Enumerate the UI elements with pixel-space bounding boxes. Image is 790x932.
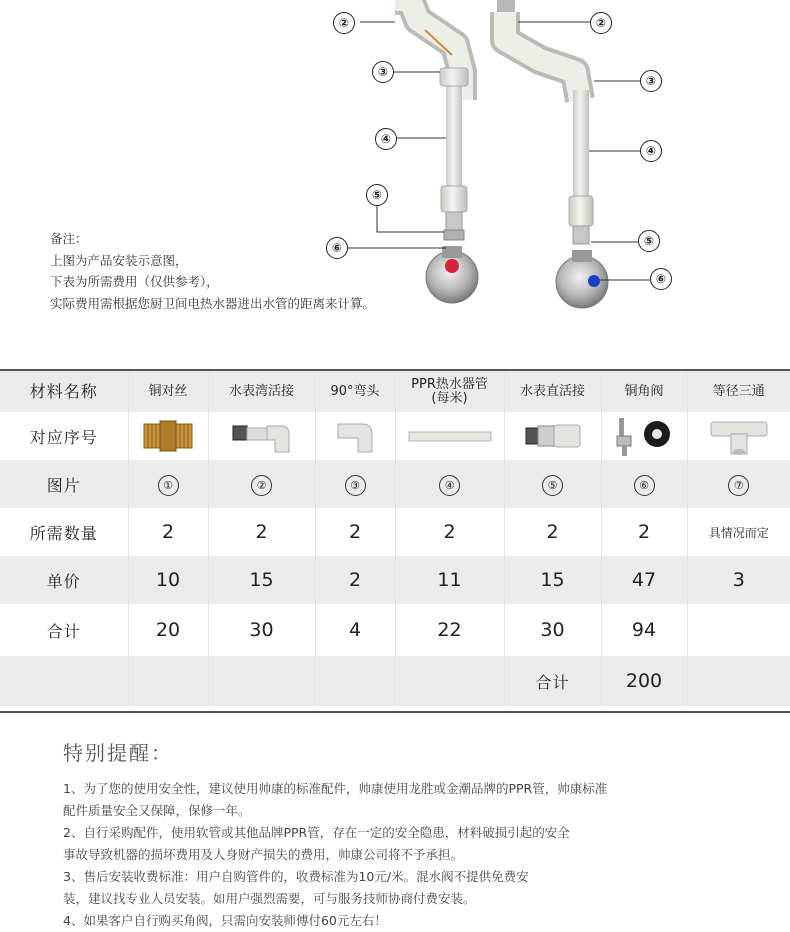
note-line: 上图为产品安装示意图，: [50, 252, 188, 268]
elbow-union-icon: [208, 412, 315, 460]
sum-label: 合计: [504, 656, 601, 706]
note-line: 备注：: [50, 231, 88, 246]
number-badge: ①: [158, 475, 179, 496]
total-cell: 30: [208, 604, 315, 656]
angle-valve-icon: [601, 412, 687, 460]
number-cell: [395, 460, 504, 508]
col-name-4-sub: (每米): [431, 390, 468, 406]
unit-price-cell: 15: [504, 556, 601, 604]
row-label-quantity: 所需数量: [29, 523, 98, 543]
table-row: [0, 508, 790, 556]
col-name-7: 等径三通: [687, 371, 790, 412]
callout-right-5: ⑤: [638, 230, 660, 252]
empty-cell: [395, 656, 504, 706]
note-line: 实际费用需根据您厨卫间电热水器进出水管的距离来计算。: [50, 295, 376, 311]
callout-right-3: ③: [640, 70, 662, 92]
total-cell: 22: [395, 604, 504, 656]
special-reminder: [63, 737, 607, 932]
reminder-title: 特别提醒：: [63, 741, 173, 765]
callout-left-3: ③: [372, 61, 394, 83]
unit-price-cell: 15: [208, 556, 315, 604]
number-badge: ③: [345, 475, 366, 496]
brass-nipple-icon: [128, 412, 208, 460]
number-cell: [208, 460, 315, 508]
callout-left-6: ⑥: [326, 237, 348, 259]
unit-price-cell: 10: [128, 556, 208, 604]
table-row: [0, 412, 790, 460]
right-pipe-assembly: [497, 0, 650, 308]
number-badge: ⑦: [728, 475, 749, 496]
total-cell: 20: [128, 604, 208, 656]
callout-right-4: ④: [640, 140, 662, 162]
quantity-cell: 2: [315, 508, 395, 556]
row-label-number: 图片: [0, 460, 128, 508]
col-name-5: 水表直活接: [504, 371, 601, 412]
installation-note: [50, 228, 375, 314]
table-row: [0, 604, 790, 656]
callout-right-2: ②: [590, 12, 612, 34]
reminder-line: 事故导致机器的损坏费用及人身财产损失的费用，帅康公司将不予承担。: [63, 847, 464, 862]
quantity-cell: 2: [601, 508, 687, 556]
total-cell: 94: [601, 604, 687, 656]
number-cell: [315, 460, 395, 508]
number-badge: ⑥: [634, 475, 655, 496]
empty-cell: [315, 656, 395, 706]
reminder-line: 1、为了您的使用安全性，建议使用帅康的标准配件，帅康使用龙胜或金潮品牌的PPR管，帅康标准: [63, 781, 608, 796]
reminder-line: 3、售后安装收费标准：用户自购管件的，收费标准为10元/米。混水阀不提供免费安: [63, 869, 529, 884]
unit-price-cell: 3: [687, 556, 790, 604]
accessory-price-table: [0, 371, 790, 706]
quantity-cell: 具情况而定: [687, 508, 790, 556]
number-badge: ②: [251, 475, 272, 496]
reminder-line: 装，建议找专业人员安装。如用户强烈需要，可与服务技师协商付费安装。: [63, 891, 476, 906]
quantity-cell: 2: [208, 508, 315, 556]
note-line: 下表为所需费用（仅供参考），: [50, 274, 219, 289]
number-badge: ④: [439, 475, 460, 496]
col-name-6: 铜角阀: [601, 371, 687, 412]
total-cell: 30: [504, 604, 601, 656]
table-row: [0, 656, 790, 706]
empty-cell: [128, 656, 208, 706]
reminder-line: 4、如果客户自行购买角阀，只需向安装师傅付60元左右！: [63, 913, 387, 928]
row-label-unit-price: 单价: [0, 556, 128, 604]
number-cell: [504, 460, 601, 508]
table-row: [0, 556, 790, 604]
total-cell: [687, 604, 790, 656]
ppr-pipe-icon: [395, 412, 504, 460]
table-row: [0, 371, 790, 412]
number-cell: [128, 460, 208, 508]
unit-price-cell: 2: [315, 556, 395, 604]
row-label-image: 对应序号: [29, 427, 98, 447]
straight-union-icon: [504, 412, 601, 460]
empty-cell: [0, 656, 128, 706]
unit-price-cell: 47: [601, 556, 687, 604]
quantity-cell: 2: [504, 508, 601, 556]
callout-right-6: ⑥: [650, 268, 672, 290]
quantity-cell: 2: [395, 508, 504, 556]
table-bottom-rule: [0, 711, 790, 713]
col-name-1: 铜对丝: [128, 371, 208, 412]
row-label-total: 合计: [46, 621, 81, 641]
total-cell: 4: [315, 604, 395, 656]
callout-left-4: ④: [375, 128, 397, 150]
reminder-line: 配件质量安全又保障，保修一年。: [63, 803, 251, 818]
number-cell: [687, 460, 790, 508]
number-cell: [601, 460, 687, 508]
tee-fitting-icon: [687, 412, 790, 460]
col-name-4: [395, 371, 504, 412]
col-name-4-main: PPR热水器管: [411, 376, 488, 392]
quantity-cell: 2: [128, 508, 208, 556]
empty-cell: [208, 656, 315, 706]
table-row: [0, 460, 790, 508]
sum-value: 200: [601, 656, 687, 706]
unit-price-cell: 11: [395, 556, 504, 604]
col-name-2: 水表湾活接: [208, 371, 315, 412]
callout-left-2: ②: [333, 12, 355, 34]
row-label-name: 材料名称: [0, 371, 128, 412]
col-name-3: 90°弯头: [315, 371, 395, 412]
empty-cell: [687, 656, 790, 706]
callout-left-5: ⑤: [366, 184, 388, 206]
number-badge: ⑤: [542, 475, 563, 496]
elbow-90-icon: [315, 412, 395, 460]
reminder-line: 2、自行采购配件，使用软管或其他品牌PPR管，存在一定的安全隐患，材料破损引起的安全: [63, 825, 570, 840]
